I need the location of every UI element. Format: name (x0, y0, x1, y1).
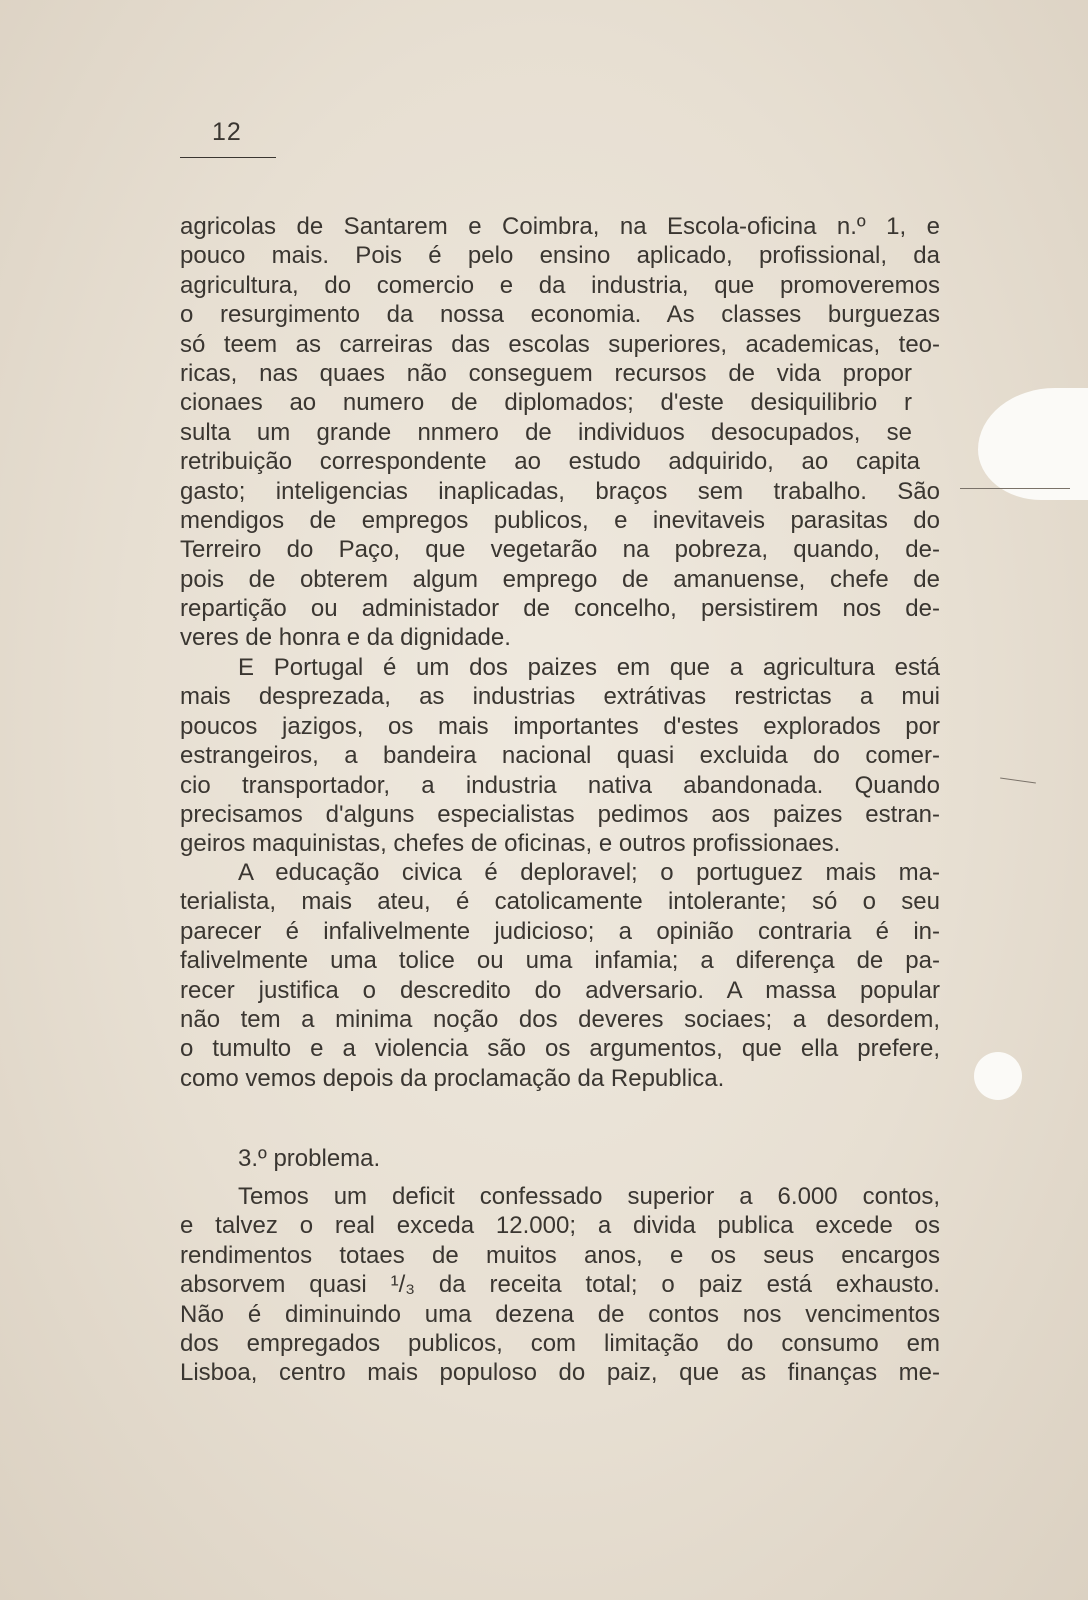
text-line: precisamos d'alguns especialistas pedimos aos paizes estran- (180, 800, 940, 828)
page-number: 12 (212, 118, 242, 146)
text-line: parecer é infalivelmente judicioso; a opinião contraria é in- (180, 917, 940, 945)
text-line: retribuição correspondente ao estudo adquirido, ao capita (180, 448, 920, 476)
text-line: Terreiro do Paço, que vegetarão na pobreza, quando, de- (180, 536, 940, 564)
text-line: só teem as carreiras das escolas superiores, academicas, teo- (180, 330, 940, 358)
text-line: e talvez o real exceda 12.000; a divida publica excede os (180, 1212, 940, 1240)
text-line: A educação civica é deploravel; o portuguez mais ma- (238, 859, 940, 886)
page-number-rule (180, 157, 276, 158)
text-line: mendigos de empregos publicos, e inevitaveis parasitas do (180, 506, 940, 534)
paragraph-1 (180, 212, 940, 653)
text-line: veres de honra e da dignidade. (180, 624, 511, 652)
text-line: falivelmente uma tolice ou uma infamia; a diferença de pa- (180, 947, 940, 975)
paragraph-4 (180, 1182, 940, 1388)
text-line: Não é diminuindo uma dezena de contos nos vencimentos (180, 1300, 940, 1328)
text-line: agricultura, do comercio e da industria, que promoveremos (180, 271, 940, 299)
text-line: terialista, mais ateu, é catolicamente intolerante; só o seu (180, 888, 940, 916)
text-line: dos empregados publicos, com limitação do consumo em (180, 1329, 940, 1357)
text-line: sulta um grande nnmero de individuos desocupados, se (180, 418, 912, 446)
text-line: estrangeiros, a bandeira nacional quasi excluida do comer- (180, 742, 940, 770)
text-line: cio transportador, a industria nativa abandonada. Quando (180, 771, 940, 799)
text-line: pois de obterem algum emprego de amanuense, chefe de (180, 565, 940, 593)
text-line: geiros maquinistas, chefes de oficinas, e outros profissionaes. (180, 830, 841, 858)
paragraph-2 (180, 653, 940, 859)
text-line: ricas, nas quaes não conseguem recursos de vida propor (180, 359, 912, 387)
text-line: E Portugal é um dos paizes em que a agricultura está (238, 654, 940, 681)
text-line: mais desprezada, as industrias extrátivas restrictas a mui (180, 683, 940, 711)
text-line: o tumulto e a violencia são os argumentos, que ella prefere, (180, 1035, 940, 1063)
text-line: agricolas de Santarem e Coimbra, na Escola-oficina n.º 1, e (180, 213, 940, 240)
text-line: absorvem quasi ¹/₃ da receita total; o paiz está exhausto. (180, 1271, 940, 1299)
margin-mark (1000, 777, 1036, 783)
text-line: repartição ou administador de concelho, persistirem nos de- (180, 595, 940, 623)
tear-edge-line (960, 488, 1070, 489)
text-line: gasto; inteligencias inaplicadas, braços sem trabalho. São (180, 477, 940, 505)
paper-hole (974, 1052, 1022, 1100)
text-line: não tem a minima noção dos deveres sociaes; a desordem, (180, 1005, 940, 1033)
paragraph-3 (180, 858, 940, 1093)
text-line: cionaes ao numero de diplomados; d'este desiquilibrio r (180, 389, 912, 417)
section-heading: 3.º problema. (238, 1145, 381, 1172)
text-line: pouco mais. Pois é pelo ensino aplicado, profissional, da (180, 242, 940, 270)
text-line: rendimentos totaes de muitos anos, e os seus encargos (180, 1241, 940, 1269)
text-line: o resurgimento da nossa economia. As classes burguezas (180, 301, 940, 329)
text-line: recer justifica o descredito do adversario. A massa popular (180, 976, 940, 1004)
text-line: como vemos depois da proclamação da Republica. (180, 1064, 725, 1092)
paper-tear (978, 388, 1088, 500)
text-line: poucos jazigos, os mais importantes d'estes explorados por (180, 712, 940, 740)
text-line: Temos um deficit confessado superior a 6.000 contos, (238, 1183, 940, 1210)
text-line: Lisboa, centro mais populoso do paiz, que as finanças me- (180, 1359, 940, 1387)
